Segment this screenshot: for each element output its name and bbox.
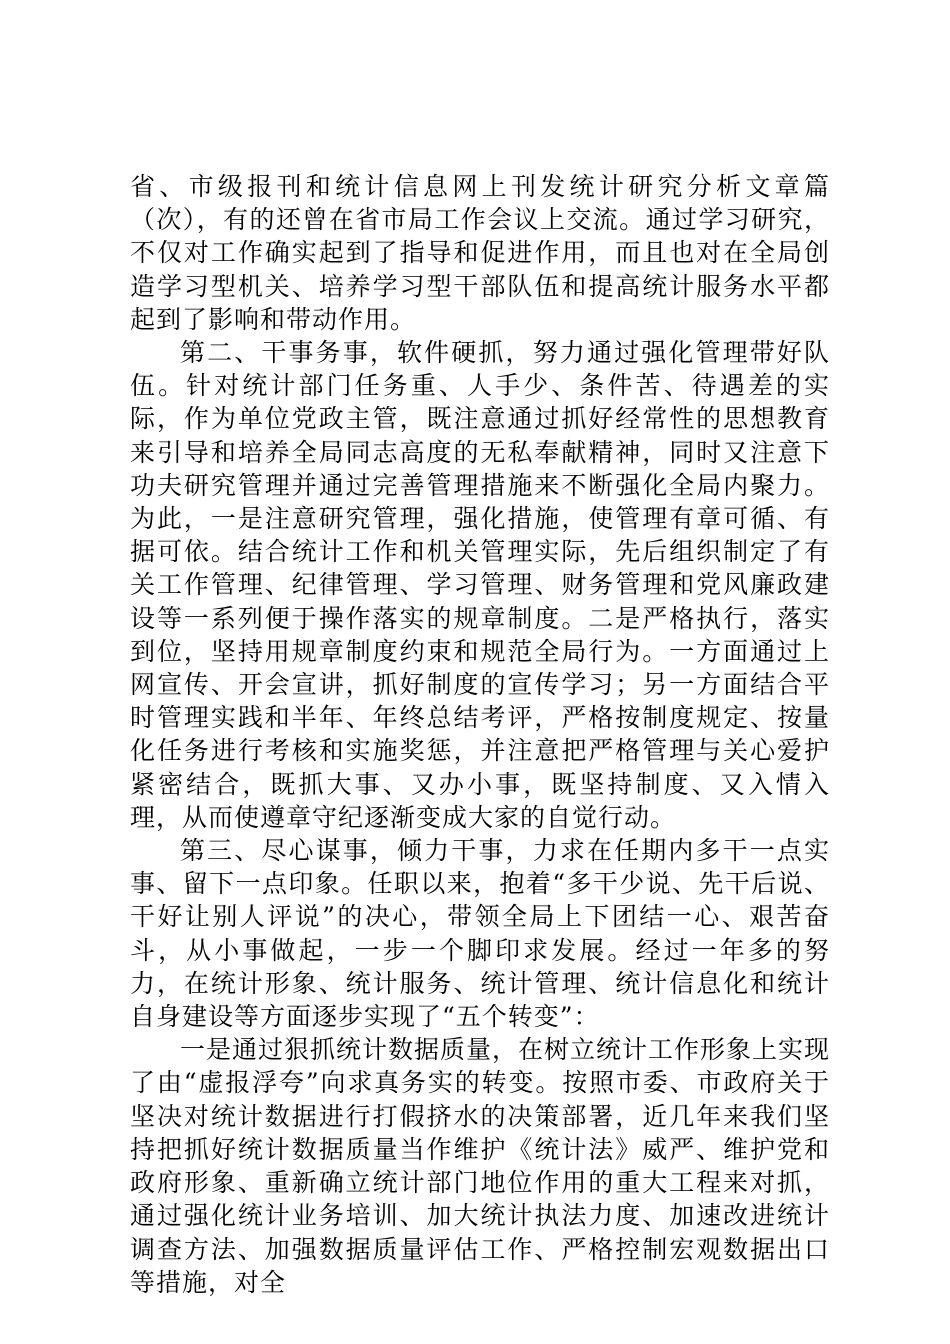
paragraph-2: 第二、干事务事，软件硬抓，努力通过强化管理带好队伍。针对统计部门任务重、人手少、条件苦、待遇差的实际，作为单位党政主管，既注意通过抓好经常性的思想教育来引导和培养全局同志高度的无私奉献精神，同时又注意下功夫研究管理并通过完善管理措施来不断强化全局内聚力。为此，一是注意研究管理，强化措施，使管理有章可循、有据可依。结合统计工作和机关管理实际，先后组织制定了有关工作管理、纪律管理、学习管理、财务管理和党风廉政建设等一系列便于操作落实的规章制度。二是严格执行，落实到位，坚持用规章制度约束和规范全局行为。一方面通过上网宣传、开会宣讲，抓好制度的宣传学习；另一方面结合平时管理实践和半年、年终总结考评，严格按制度规定、按量化任务进行考核和实施奖惩，并注意把严格管理与关心爱护紧密结合，既抓大事、又办小事，既坚持制度、又入情入理，从而使遵章守纪逐渐变成大家的自觉行动。 (130, 338, 830, 832)
paragraph-1: 省、市级报刊和统计信息网上刊发统计研究分析文章篇（次），有的还曾在省市局工作会议上交流。通过学习研究，不仅对工作确实起到了指导和促进作用，而且也对在全局创造学习型机关、培养学习型干部队伍和提高统计服务水平都起到了影响和带动作用。 (130, 172, 830, 334)
paragraph-3: 第三、尽心谋事，倾力干事，力求在任期内多干一点实事、留下一点印象。任职以来，抱着“多干少说、先干后说、干好让别人评说”的决心，带领全局上下团结一心、艰苦奋斗，从小事做起，一步一个脚印求发展。经过一年多的努力，在统计形象、统计服务、统计管理、统计信息化和统计自身建设等方面逐步实现了“五个转变”： (130, 836, 830, 1032)
document-body (130, 170, 830, 1299)
paragraph-4: 一是通过狠抓统计数据质量，在树立统计工作形象上实现了由“虚报浮夸”向求真务实的转变。按照市委、市政府关于坚决对统计数据进行打假挤水的决策部署，近几年来我们坚持把抓好统计数据质量当作维护《统计法》威严、维护党和政府形象、重新确立统计部门地位作用的重大工程来对抓，通过强化统计业务培训、加大统计执法力度、加速改进统计调查方法、加强数据质量评估工作、严格控制宏观数据出口等措施，对全 (130, 1035, 831, 1297)
